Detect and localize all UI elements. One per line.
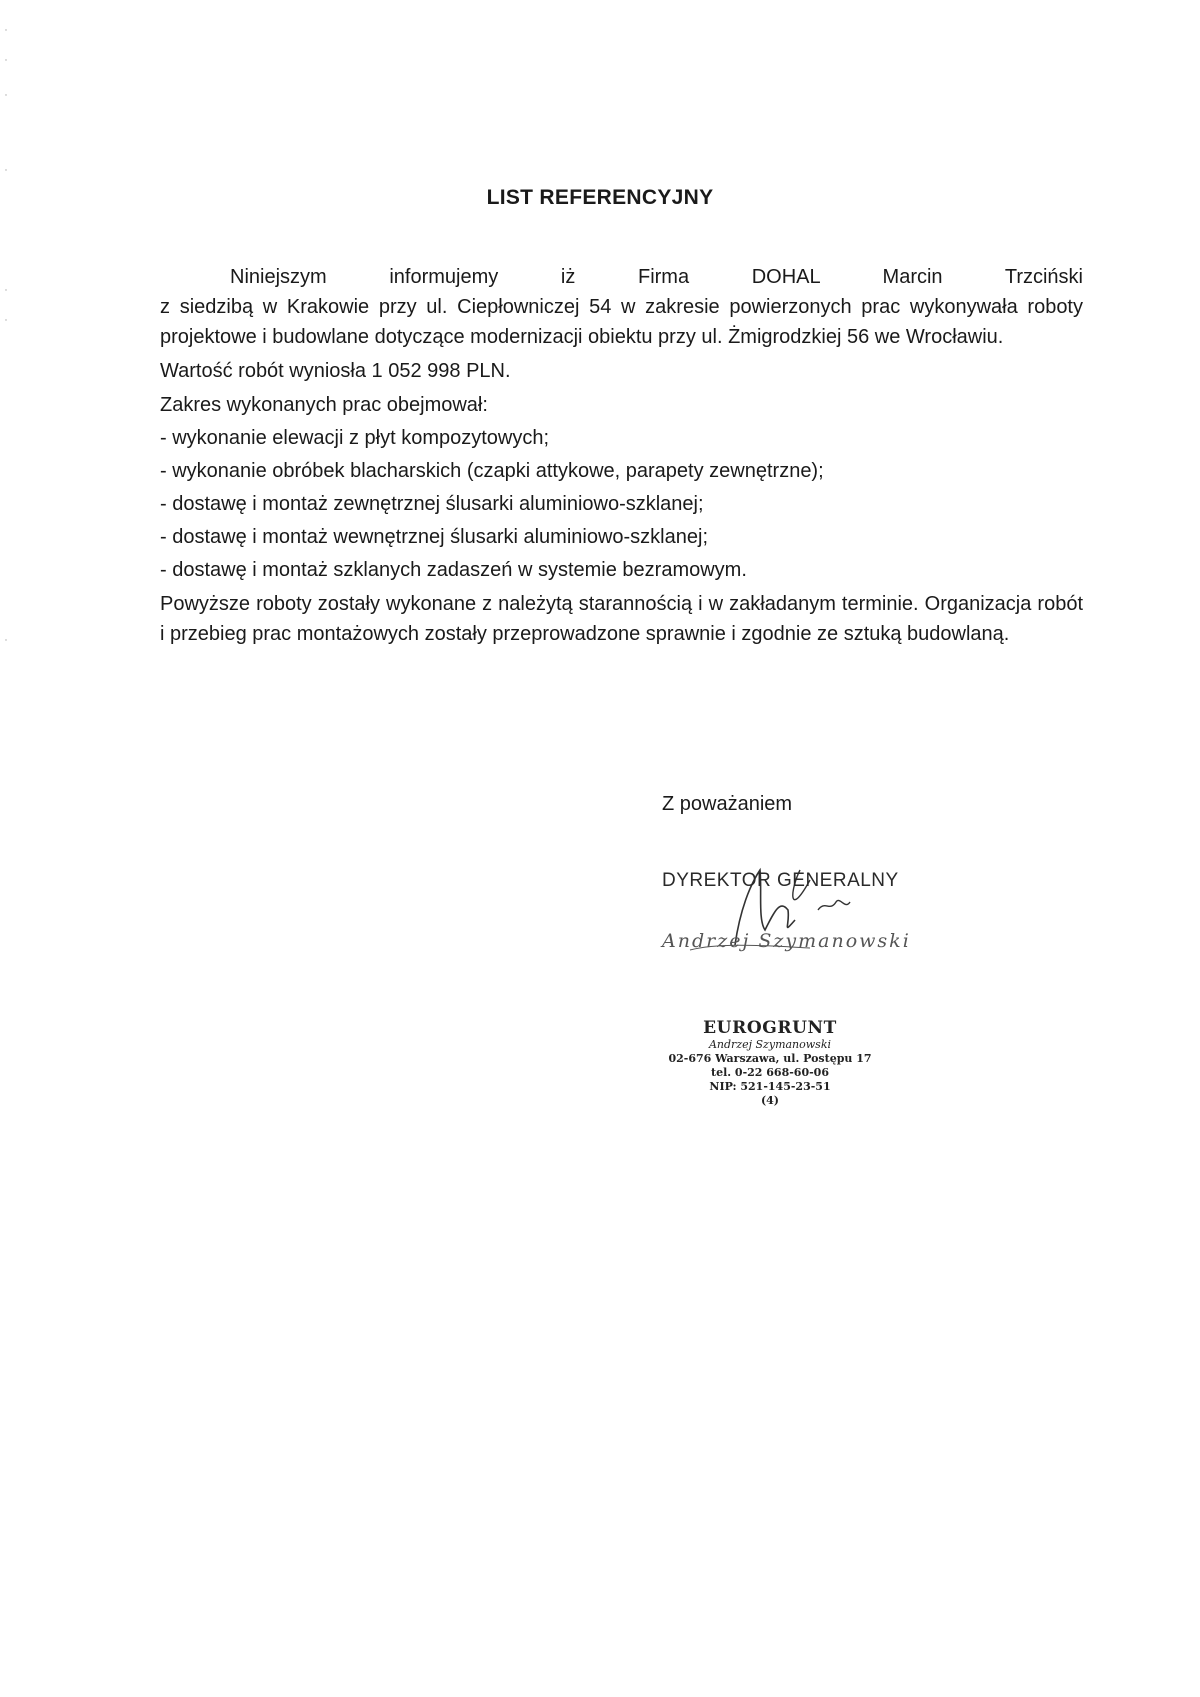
letter-body: [160, 262, 1083, 649]
scope-item: - dostawę i montaż zewnętrznej ślusarki aluminiowo-szklanej;: [160, 493, 704, 515]
intro-word: Trzciński: [1004, 266, 1083, 288]
intro-word: Firma: [637, 266, 690, 288]
company-stamp: [660, 1018, 880, 1108]
signature-title: DYREKTOR GENERALNY: [662, 870, 899, 891]
intro-rest: z siedzibą w Krakowie przy ul. Ciepłowniczej 54 w zakresie powierzonych prac wykonywała roboty projektowe i budowlane dotyczące modernizacji obiektu przy ul. Żmigrodzkiej 56 we Wrocławiu.: [160, 296, 1083, 348]
intro-word: iż: [560, 266, 576, 288]
conclusion-paragraph: Powyższe roboty zostały wykonane z należytą starannością i w zakładanym terminie. Organizacja robót i przebieg prac montażowych zostały przeprowadzone sprawnie i zgodnie ze sztuką budowlaną.: [160, 593, 1083, 645]
scan-margin-marks: [4, 20, 8, 660]
signature-name: Andrzej Szymanowski: [662, 930, 911, 952]
company-phone: tel. 0-22 668-60-06: [711, 1066, 829, 1079]
intro-word: informujemy: [389, 266, 499, 288]
closing-greeting: Z poważaniem: [662, 793, 793, 815]
scope-item: - dostawę i montaż wewnętrznej ślusarki aluminiowo-szklanej;: [160, 526, 708, 548]
intro-first-line: [160, 262, 1083, 292]
company-name: EUROGRUNT: [703, 1018, 837, 1038]
scope-item: - wykonanie obróbek blacharskich (czapki attykowe, parapety zewnętrzne);: [160, 460, 824, 482]
intro-word: Niniejszym: [230, 266, 327, 288]
scope-heading: Zakres wykonanych prac obejmował:: [160, 394, 488, 416]
company-address: 02-676 Warszawa, ul. Postępu 17: [668, 1052, 872, 1065]
company-nip: NIP: 521-145-23-51: [709, 1080, 831, 1093]
intro-word: DOHAL: [751, 266, 820, 288]
company-number: (4): [760, 1094, 780, 1107]
company-person: Andrzej Szymanowski: [708, 1038, 832, 1051]
intro-paragraph: [160, 262, 1083, 352]
scope-item: - wykonanie elewacji z płyt kompozytowych;: [160, 427, 550, 449]
scope-item: - dostawę i montaż szklanych zadaszeń w systemie bezramowym.: [160, 559, 747, 581]
letter-title: LIST REFERENCYJNY: [486, 186, 714, 209]
intro-word: Marcin: [882, 266, 943, 288]
value-line: Wartość robót wyniosła 1 052 998 PLN.: [160, 360, 511, 382]
